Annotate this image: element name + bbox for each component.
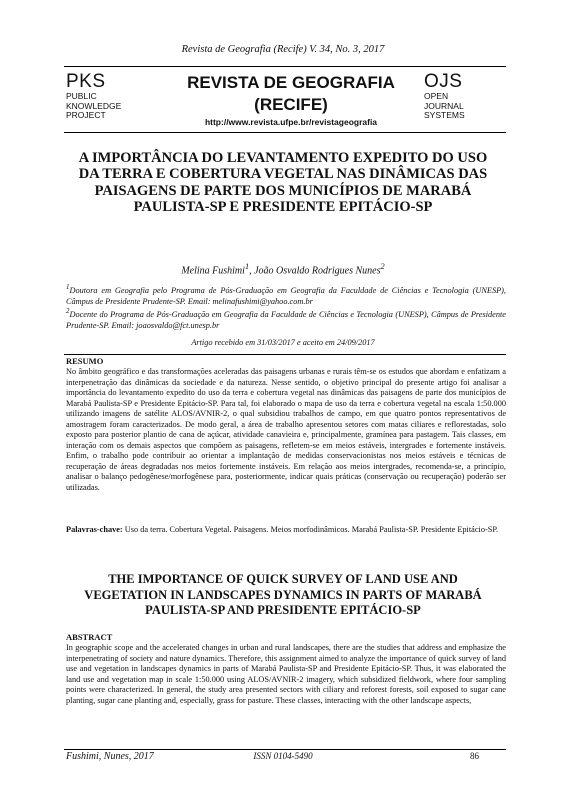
journal-title: [160, 72, 422, 116]
footer-rule: [64, 749, 506, 750]
ojs-logo: [424, 72, 514, 121]
pks-logo: [66, 72, 156, 121]
masthead-top-rule: [64, 66, 506, 67]
article-title-en: THE IMPORTANCE OF QUICK SURVEY OF LAND USE AND VEGETATION IN LANDSCAPES DYNAMICS IN PARTS OF MARABÁ PAULISTA-SP AND PRESIDENTE EPITÁCIO-SP: [84, 572, 482, 617]
footer-authors: Fushimi, Nunes, 2017: [66, 751, 154, 762]
journal-title-line2: (RECIFE): [254, 95, 328, 114]
pks-line1: PUBLIC: [66, 91, 97, 101]
page-number: 86: [470, 751, 479, 761]
affiliation-2-sup: 2: [66, 308, 70, 315]
keywords-text: Uso da terra. Cobertura Vegetal. Paisagens. Meios morfodinâmicos. Marabá Paulista-SP. Presidente Epitácio-SP.: [124, 525, 499, 534]
affiliation-1-sup: 1: [66, 284, 70, 291]
resumo-text: No âmbito geográfico e das transformações aceleradas das paisagens urbanas e rurais têm-se os estudos que abordam e enfatizam a interpenetração das dinâmicas da sociedade e da natureza. Nesse sentido, o objetivo principal do presente artigo foi analisar a importância do levantamento expedito do uso da terra e cobertura vegetal nas dinâmicas das paisagens de parte dos municípios de Marabá Paulista-SP e Presidente Epitácio-SP. Para tal, foi elaborado o mapa de uso da terra e cobertura vegetal na escala 1:50.000 utilizando imagens de satélite ALOS/AVNIR-2, o qual subsidiou trabalhos de campo, em que quatro pontos representativos de amostragem foram caracterizados. De modo geral, a área de trabalho apresentou setores com matas ciliares e reflorestadas, solo exposto para posterior plantio de cana de açúcar, atividade canavieira e, principalmente, gramínea para pastagem. Tais classes, em interação com os demais aspectos que compõem as paisagens, refletem-se em meios estáveis, intergrades e fortemente instáveis. Enfim, o trabalho pode contribuir ao orientar a implantação de medidas conservacionistas nos meios estáveis e técnicas de recuperação de áreas degradadas nos meios fortemente instáveis. Em relação aos meios intergrades, recomenda-se, a princípio, analisar o balanço pedogênese/morfogênese para, posteriormente, indicar quais práticas (conservação ou recuperação) poderão ser utilizadas.: [66, 367, 506, 493]
abstract-text: In geographic scope and the accelerated changes in urban and rural landscapes, there are the studies that address and emphasize the interpenetrating of society and nature dynamics. Therefore, this assignment aimed to analyze the importance of quick survey of land use and vegetation in landscapes dynamics in parts of Marabá Paulista-SP and Presidente Epitácio-SP. Thus, it was elaborated the land use and vegetation map in scale 1:50.000 using ALOS/AVNIR-2 imagery, which subsidized fieldwork, where four sampling points were characterized. In general, the study area presented sectors with ciliary and reforest forests, soil exposed to sugar cane planting, sugar cane planting and, especially, grass for pasture. These classes, interacting with the other landscape aspects,: [66, 643, 506, 705]
affiliation-1: [66, 282, 506, 307]
keywords: [66, 525, 506, 536]
article-title-pt: A IMPORTÂNCIA DO LEVANTAMENTO EXPEDITO DO USO DA TERRA E COBERTURA VEGETAL NAS DINÂMICAS DAS PAISAGENS DE PARTE DOS MUNICÍPIOS DE MARABÁ PAULISTA-SP E PRESIDENTE EPITÁCIO-SP: [78, 150, 488, 215]
running-head: Revista de Geografia (Recife) V. 34, No. 3, 2017: [181, 44, 385, 55]
keywords-label: Palavras-chave:: [66, 525, 123, 534]
received-date: Artigo recebido em 31/03/2017 e aceito em 24/09/2017: [191, 338, 375, 347]
affiliation-2-text: Docente do Programa de Pós-Graduação em Geografia da Faculdade de Ciências e Tecnologia (UNESP), Câmpus de Presidente Prudente-SP. Email: joaosvaldo@fct.unesp.br: [66, 309, 506, 331]
resumo-rule: [64, 354, 506, 355]
author-2: João Osvaldo Rodrigues Nunes: [254, 265, 381, 277]
author-2-sup: 2: [380, 262, 385, 271]
pks-line3: PROJECT: [66, 110, 106, 120]
ojs-line3: SYSTEMS: [424, 110, 465, 120]
ojs-line2: JOURNAL: [424, 100, 464, 111]
footer-issn: ISSN 0104-5490: [253, 751, 313, 761]
affiliation-1-text: Doutora em Geografia pelo Programa de Pós-Graduação em Geografia da Faculdade de Ciências e Tecnologia (UNESP), Câmpus de Presidente Prudente-SP. Email: melinafushimi@yahoo.com.br: [66, 285, 506, 307]
author-1-sup: 1: [244, 262, 250, 271]
ojs-line1: OPEN: [424, 91, 449, 101]
masthead-bottom-rule: [64, 132, 506, 133]
author-separator: ,: [249, 265, 255, 277]
journal-url[interactable]: http://www.revista.ufpe.br/revistageografia: [204, 117, 378, 127]
abstract-heading: ABSTRACT: [66, 632, 113, 642]
journal-title-line1: REVISTA DE GEOGRAFIA: [187, 73, 395, 92]
author-line: [0, 262, 566, 276]
affiliation-2: [66, 306, 506, 331]
pks-line2: KNOWLEDGE: [66, 100, 122, 111]
resumo-heading: RESUMO: [66, 356, 104, 366]
pks-acronym: PKS: [66, 71, 106, 92]
ojs-acronym: OJS: [424, 71, 463, 92]
author-1: Melina Fushimi: [181, 265, 245, 277]
